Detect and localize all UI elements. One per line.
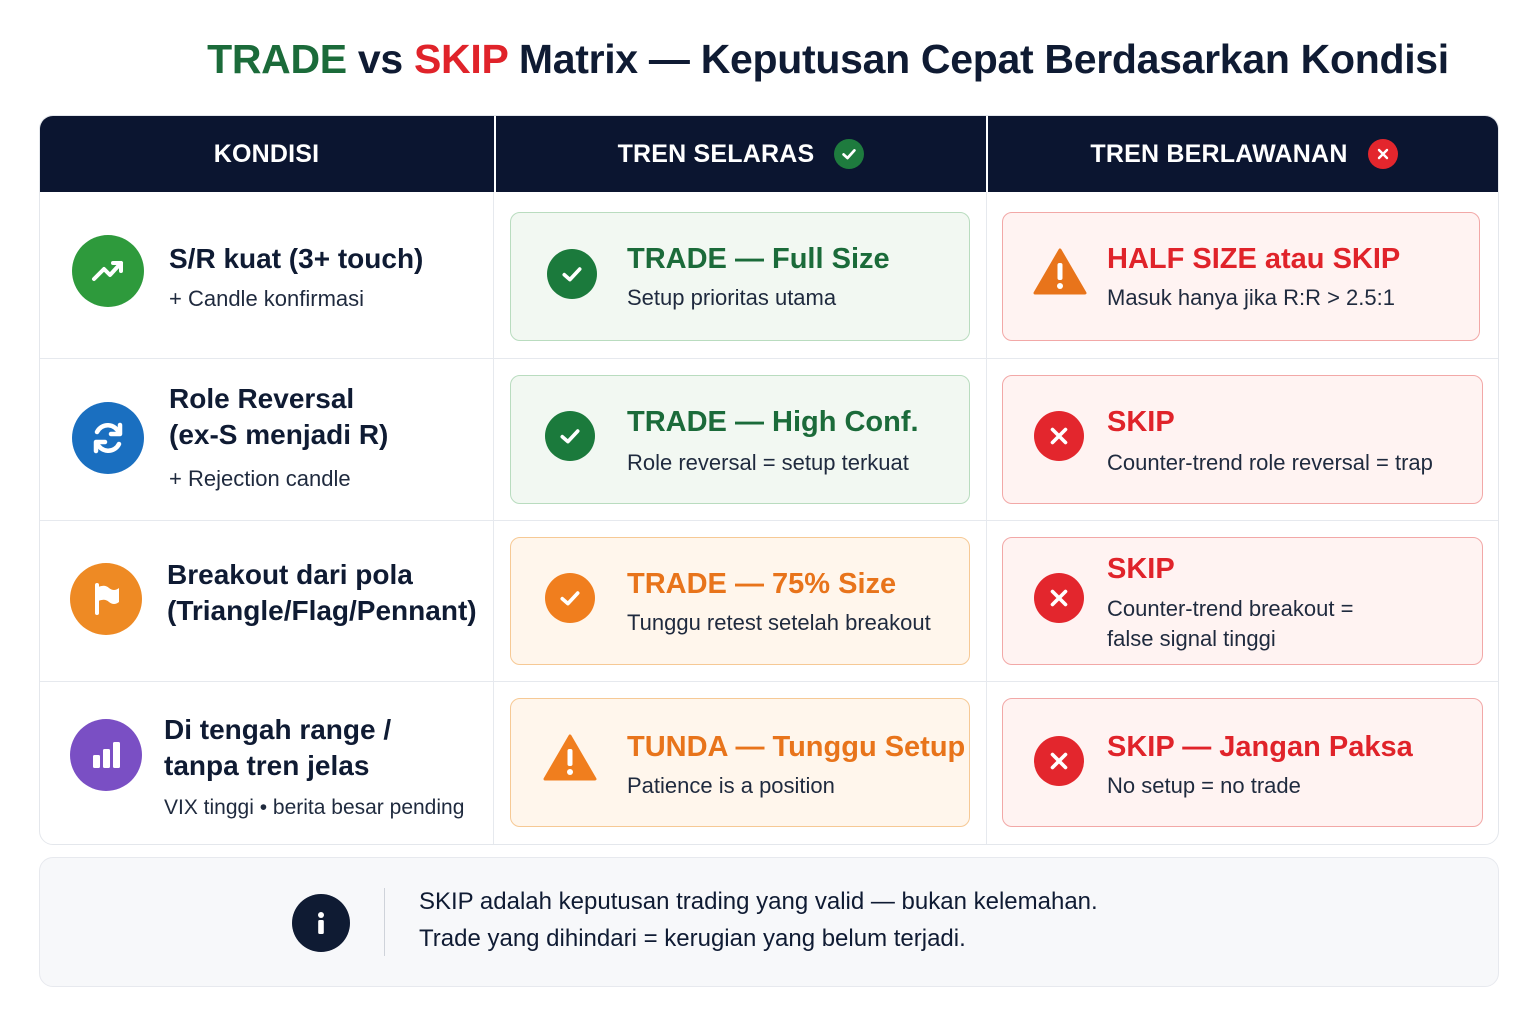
matrix-row-breakout bbox=[40, 520, 1499, 681]
aligned-detail: Role reversal = setup terkuat bbox=[627, 450, 909, 475]
aligned-card bbox=[510, 698, 970, 827]
opposed-card bbox=[1002, 537, 1483, 665]
note-line-2: Trade yang dihindari = kerugian yang belum terjadi. bbox=[419, 925, 966, 952]
aligned-card bbox=[510, 537, 970, 665]
header-tren-selaras-label: TREN SELARAS bbox=[617, 139, 815, 168]
condition-subtitle: + Candle konfirmasi bbox=[169, 286, 365, 311]
header-kondisi-label: KONDISI bbox=[213, 139, 320, 168]
opposed-detail: Counter-trend role reversal = trap bbox=[1107, 450, 1433, 475]
title-trade: TRADE bbox=[207, 36, 347, 82]
refresh-icon bbox=[72, 402, 144, 474]
opposed-detail: Masuk hanya jika R:R > 2.5:1 bbox=[1107, 285, 1395, 310]
opposed-card bbox=[1002, 698, 1483, 827]
opposed-headline: SKIP bbox=[1107, 553, 1175, 585]
condition-title-line1: Role Reversal bbox=[169, 383, 355, 414]
aligned-headline: TRADE — Full Size bbox=[627, 243, 890, 275]
cross-icon bbox=[1368, 139, 1398, 169]
cross-icon bbox=[1034, 736, 1084, 786]
condition-title-line1: Di tengah range / bbox=[164, 714, 392, 745]
page-title bbox=[0, 36, 1536, 83]
aligned-card bbox=[510, 212, 970, 341]
warning-icon bbox=[543, 733, 597, 783]
condition-title-line2: (Triangle/Flag/Pennant) bbox=[167, 595, 477, 626]
note-line-1: SKIP adalah keputusan trading yang valid — bukan kelemahan. bbox=[419, 888, 1098, 915]
cross-icon bbox=[1034, 411, 1084, 461]
condition-cell bbox=[40, 521, 493, 681]
aligned-headline: TRADE — High Conf. bbox=[627, 406, 919, 438]
aligned-headline: TUNDA — Tunggu Setup bbox=[627, 731, 966, 763]
header-tren-berlawanan-label: TREN BERLAWANAN bbox=[1090, 139, 1348, 168]
aligned-headline: TRADE — 75% Size bbox=[627, 568, 897, 600]
condition-subtitle: + Rejection candle bbox=[169, 466, 351, 491]
condition-title-line1: Breakout dari pola bbox=[167, 559, 413, 590]
header-tren-selaras bbox=[494, 116, 986, 192]
condition-title: S/R kuat (3+ touch) bbox=[169, 243, 424, 274]
trending-up-icon bbox=[72, 235, 144, 307]
condition-cell bbox=[40, 192, 493, 358]
condition-cell bbox=[40, 359, 493, 520]
info-note bbox=[39, 857, 1499, 987]
decision-matrix bbox=[39, 115, 1499, 845]
matrix-row-range bbox=[40, 681, 1499, 845]
matrix-row-sr-kuat bbox=[40, 192, 1499, 358]
opposed-detail: No setup = no trade bbox=[1107, 773, 1301, 798]
opposed-card bbox=[1002, 375, 1483, 504]
check-icon bbox=[545, 411, 595, 461]
note-divider bbox=[384, 888, 385, 956]
condition-title-line2: tanpa tren jelas bbox=[164, 750, 370, 781]
aligned-detail: Patience is a position bbox=[627, 773, 835, 798]
opposed-headline: SKIP bbox=[1107, 406, 1175, 438]
aligned-detail: Setup prioritas utama bbox=[627, 285, 837, 310]
info-icon bbox=[292, 894, 350, 952]
matrix-header bbox=[40, 116, 1499, 192]
header-tren-berlawanan bbox=[986, 116, 1499, 192]
check-icon bbox=[547, 249, 597, 299]
check-icon bbox=[834, 139, 864, 169]
opposed-headline: HALF SIZE atau SKIP bbox=[1107, 243, 1401, 275]
opposed-card bbox=[1002, 212, 1480, 341]
aligned-card bbox=[510, 375, 970, 504]
title-skip: SKIP bbox=[414, 36, 508, 82]
header-kondisi bbox=[40, 116, 493, 192]
condition-title-line2: (ex-S menjadi R) bbox=[169, 419, 389, 450]
aligned-detail: Tunggu retest setelah breakout bbox=[627, 610, 931, 635]
bar-chart-icon bbox=[70, 719, 142, 791]
condition-cell bbox=[40, 682, 493, 845]
check-icon bbox=[545, 573, 595, 623]
matrix-row-role-reversal bbox=[40, 358, 1499, 520]
opposed-headline: SKIP — Jangan Paksa bbox=[1107, 731, 1413, 763]
title-vs: vs bbox=[346, 36, 414, 82]
opposed-detail-line2: false signal tinggi bbox=[1107, 626, 1276, 651]
condition-subtitle: VIX tinggi • berita besar pending bbox=[164, 796, 465, 819]
flag-icon bbox=[70, 563, 142, 635]
warning-icon bbox=[1033, 247, 1087, 297]
opposed-detail-line1: Counter-trend breakout = bbox=[1107, 596, 1354, 621]
cross-icon bbox=[1034, 573, 1084, 623]
title-rest: Matrix — Keputusan Cepat Berdasarkan Kondisi bbox=[507, 36, 1449, 82]
